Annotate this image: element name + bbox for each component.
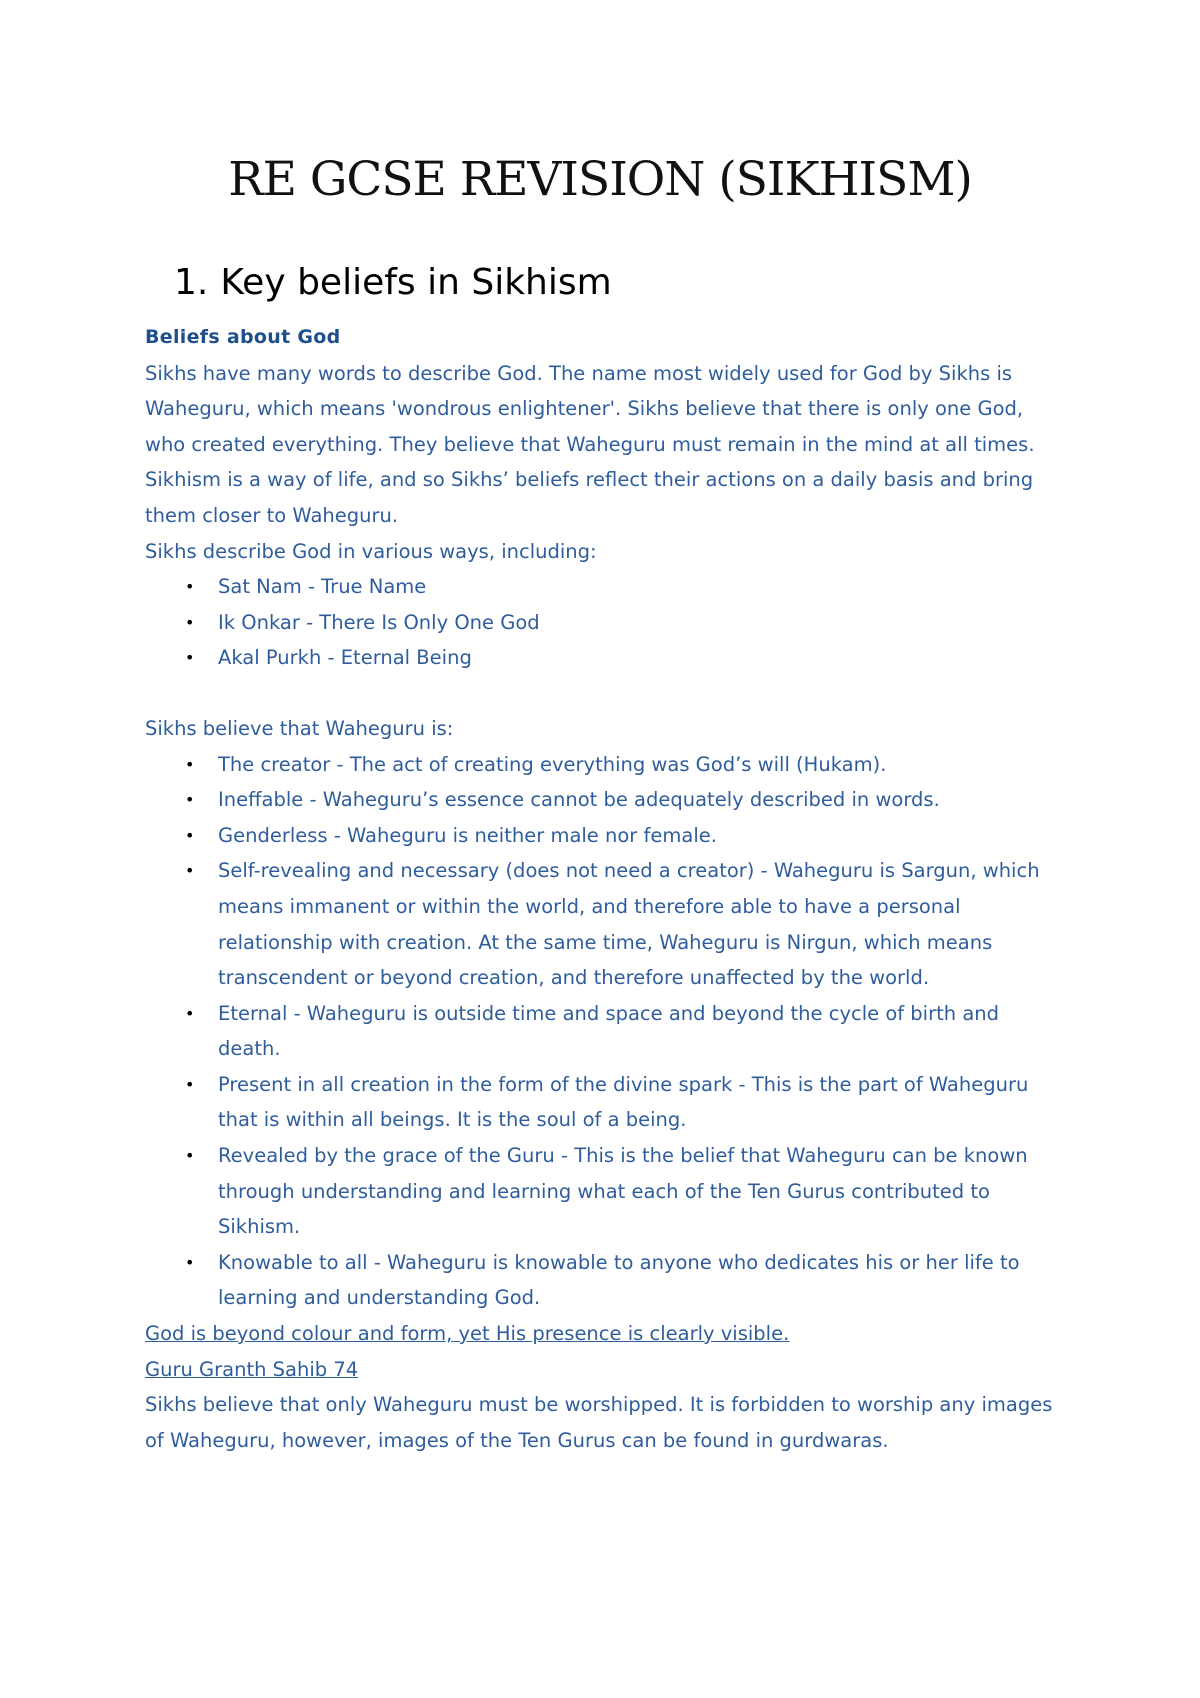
bullet-icon: •: [185, 754, 195, 774]
section-heading-text: Key beliefs in Sikhism: [220, 262, 612, 303]
waheguru-attributes-list: [145, 747, 1065, 1317]
bullet-icon: •: [185, 577, 195, 597]
bullet-icon: •: [185, 1003, 195, 1023]
bullet-icon: •: [185, 612, 195, 632]
list-item: • Ik Onkar - There Is Only One God: [145, 605, 1065, 641]
subheading-beliefs-about-god: Beliefs about God: [145, 326, 341, 348]
list-item: • The creator - The act of creating everything was God’s will (Hukam).: [145, 747, 1065, 783]
bullet-icon: •: [185, 1146, 195, 1166]
document-title: RE GCSE REVISION (SIKHISM): [228, 152, 972, 207]
list-item: • Revealed by the grace of the Guru - This is the belief that Waheguru can be known through understanding and learning what each of the Ten Gurus contributed to Sikhism.: [145, 1138, 1065, 1245]
bullet-icon: •: [185, 861, 195, 881]
spacer: [145, 676, 1065, 711]
section-content: [145, 320, 1065, 1458]
list-item: • Present in all creation in the form of the divine spark - This is the part of Waheguru that is within all beings. It is the soul of a being.: [145, 1067, 1065, 1138]
quote-source: Guru Granth Sahib 74: [145, 1357, 359, 1381]
describe-lead: Sikhs describe God in various ways, including:: [145, 539, 597, 563]
bullet-icon: •: [185, 1252, 195, 1272]
waheguru-lead: Sikhs believe that Waheguru is:: [145, 716, 454, 740]
list-item: • Akal Purkh - Eternal Being: [145, 640, 1065, 676]
scripture-quote: God is beyond colour and form, yet His presence is clearly visible.: [145, 1322, 790, 1346]
bullet-icon: •: [185, 648, 195, 668]
list-item: • Eternal - Waheguru is outside time and space and beyond the cycle of birth and death.: [145, 996, 1065, 1067]
section-heading: [174, 262, 612, 303]
bullet-icon: •: [185, 790, 195, 810]
section-number: 1.: [174, 262, 209, 303]
list-item: • Genderless - Waheguru is neither male nor female.: [145, 818, 1065, 854]
god-names-list: [145, 569, 1065, 676]
list-item: • Sat Nam - True Name: [145, 569, 1065, 605]
list-item: • Knowable to all - Waheguru is knowable to anyone who dedicates his or her life to learning and understanding God.: [145, 1245, 1065, 1316]
intro-paragraph: Sikhs have many words to describe God. The name most widely used for God by Sikhs is Waheguru, which means 'wondrous enlightener'. Sikhs believe that there is only one God, who created everything. They believe that Waheguru must remain in the mind at all times. Sikhism is a way of life, and so Sikhs’ beliefs reflect their actions on a daily basis and bring them closer to Waheguru.: [145, 361, 1035, 527]
list-item: • Ineffable - Waheguru’s essence cannot be adequately described in words.: [145, 782, 1065, 818]
closing-paragraph: Sikhs believe that only Waheguru must be worshipped. It is forbidden to worship any images of Waheguru, however, images of the Ten Gurus can be found in gurdwaras.: [145, 1393, 1053, 1452]
bullet-icon: •: [185, 1074, 195, 1094]
bullet-icon: •: [185, 825, 195, 845]
list-item: • Self-revealing and necessary (does not need a creator) - Waheguru is Sargun, which means immanent or within the world, and therefore able to have a personal relationship with creation. At the same time, Waheguru is Nirgun, which means transcendent or beyond creation, and therefore unaffected by the world.: [145, 853, 1065, 995]
